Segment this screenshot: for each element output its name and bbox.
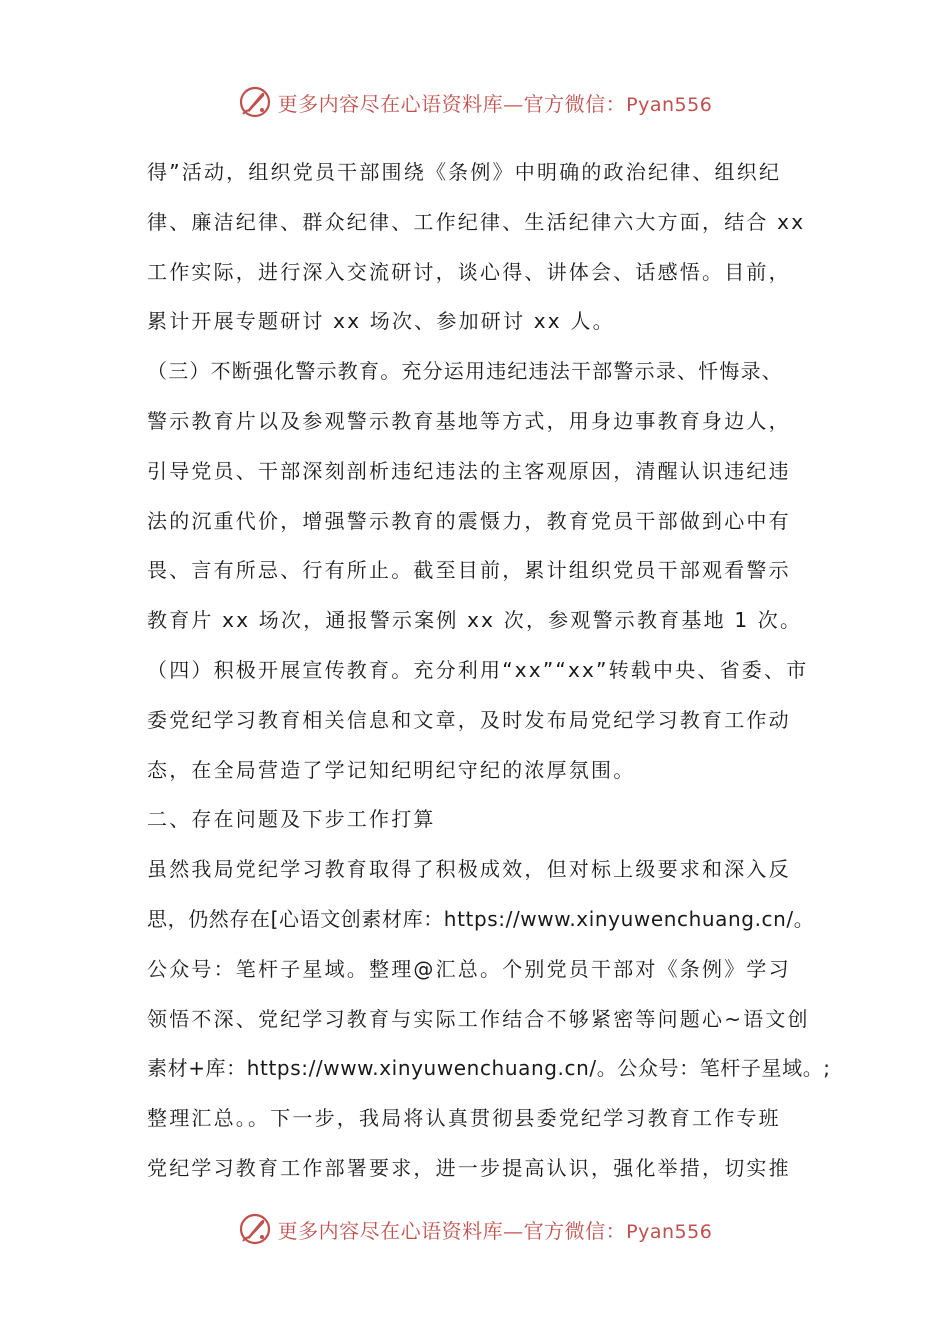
body-line: 累计开展专题研讨 xx 场次、参加研讨 xx 人。 (147, 309, 615, 334)
body-line: 教育片 xx 场次，通报警示案例 xx 次，参观警示教育基地 1 次。 (147, 608, 803, 633)
body-line: 引导党员、干部深刻剖析违纪违法的主客观原因，清醒认识违纪违 (147, 458, 791, 483)
body-line: 委党纪学习教育相关信息和文章，及时发布局党纪学习教育工作动 (147, 707, 791, 732)
footer-banner-label: 更多内容尽在心语资料库—官方微信： (277, 1218, 627, 1243)
header-banner-label: 更多内容尽在心语资料库—官方微信： (277, 91, 627, 116)
body-line: 工作实际，进行深入交流研讨，谈心得、讲体会、话感悟。目前， (147, 259, 791, 284)
body-line: （三）不断强化警示教育。充分运用违纪违法干部警示录、忏悔录、 (147, 359, 783, 384)
quill-logo-icon (238, 1212, 272, 1246)
header-wechat-id: Pyan556 (626, 93, 713, 116)
body-line: 素材+库：https://www.xinyuwenchuang.cn/。公众号：笔杆子星域。; (147, 1056, 831, 1081)
header-banner (0, 82, 950, 122)
body-line: 领悟不深、党纪学习教育与实际工作结合不够紧密等问题心~语文创 (147, 1006, 810, 1031)
body-line: 整理汇总。。下一步，我局将认真贯彻县委党纪学习教育工作专班 (147, 1106, 781, 1131)
body-line: 畏、言有所忌、行有所止。截至目前，累计组织党员干部观看警示 (147, 558, 791, 583)
document-body (147, 148, 831, 1194)
body-line: 虽然我局党纪学习教育取得了积极成效，但对标上级要求和深入反 (147, 857, 791, 882)
section-heading: 二、存在问题及下步工作打算 (147, 807, 436, 832)
body-line: 得”活动，组织党员干部围绕《条例》中明确的政治纪律、组织纪 (147, 160, 782, 184)
body-line: 警示教育片以及参观警示教育基地等方式，用身边事教育身边人， (147, 408, 791, 433)
body-line: 思，仍然存在[心语文创素材库：https://www.xinyuwenchuang.cn/。 (147, 906, 815, 931)
body-line: 律、廉洁纪律、群众纪律、工作纪律、生活纪律六大方面，结合 xx (147, 209, 806, 234)
body-line: 态，在全局营造了学记知纪明纪守纪的浓厚氛围。 (147, 757, 636, 782)
header-banner-text (278, 88, 713, 117)
footer-banner (0, 1209, 950, 1249)
quill-logo-icon (238, 85, 272, 119)
body-line: （四）积极开展宣传教育。充分利用“xx”“xx”转载中央、省委、市 (147, 657, 809, 682)
footer-wechat-id: Pyan556 (626, 1220, 713, 1243)
body-line: 法的沉重代价，增强警示教育的震慑力，教育党员干部做到心中有 (147, 508, 791, 533)
footer-banner-text (278, 1215, 713, 1244)
body-line: 党纪学习教育工作部署要求，进一步提高认识，强化举措，切实推 (147, 1155, 791, 1180)
body-line: 公众号：笔杆子星域。整理@汇总。个别党员干部对《条例》学习 (147, 956, 791, 981)
